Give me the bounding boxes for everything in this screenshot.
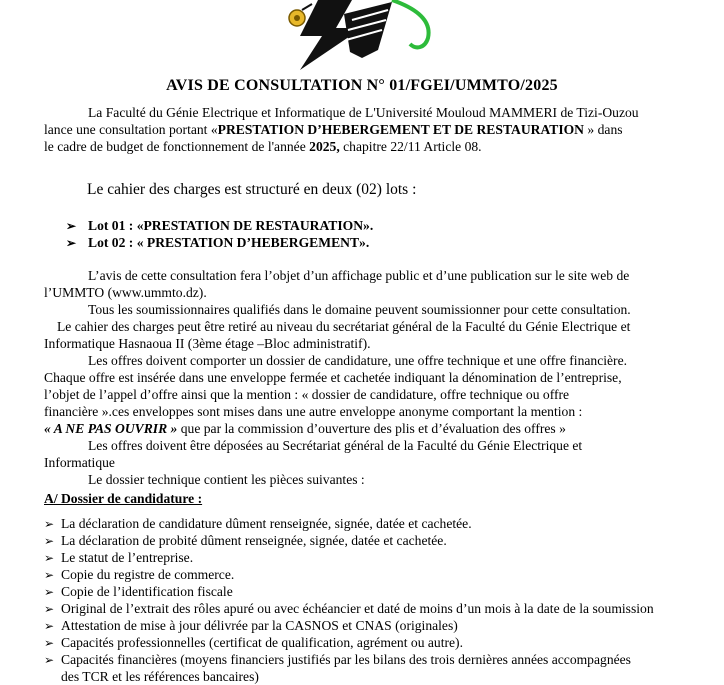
text-line: financière ».ces enveloppes sont mises dans une autre enveloppe anonyme comportant la mention : <box>44 404 583 419</box>
text-line: Chaque offre est insérée dans une enveloppe fermée et cachetée indiquant la dénomination de l’entreprise, <box>44 370 622 385</box>
list-item: ➢ Capacités financières (moyens financiers justifiés par les bilans des trois dernières années accompagnées <box>44 652 631 667</box>
check-bullet-icon: ➢ <box>44 568 55 582</box>
intro-paragraph <box>44 104 680 155</box>
text-line: Les offres doivent être déposées au Secrétariat général de la Faculté du Génie Electrique et <box>88 438 583 453</box>
lot-item: ➢ Lot 01 : «PRESTATION DE RESTAURATION». <box>66 218 374 233</box>
check-bullet-icon: ➢ <box>44 551 55 565</box>
text-line: L’avis de cette consultation fera l’objet d’un affichage public et d’une publication sur le site web de <box>88 268 630 283</box>
check-bullet-icon: ➢ <box>44 585 55 599</box>
body-text <box>44 267 680 488</box>
check-bullet-icon: ➢ <box>44 619 55 633</box>
list-item: ➢ Capacités professionnelles (certificat de qualification, agrément ou autre). <box>44 635 463 650</box>
text-line: Tous les soumissionnaires qualifiés dans le domaine peuvent soumissionner pour cette consultation. <box>88 302 631 317</box>
check-bullet-icon: ➢ <box>44 602 55 616</box>
page-title: AVIS DE CONSULTATION N° 01/FGEI/UMMTO/2025 <box>166 77 558 94</box>
text-line: l’objet de l’appel d’offre ainsi que la mention : « dossier de candidature, offre technique ou offre <box>44 387 570 402</box>
check-bullet-icon: ➢ <box>44 653 55 667</box>
text-line: Les offres doivent comporter un dossier de candidature, une offre technique et une offre financière. <box>88 353 628 368</box>
section-heading: A/ Dossier de candidature : <box>44 491 203 506</box>
text-line: Informatique Hasnaoua II (3ème étage –Bloc administratif). <box>44 336 371 351</box>
faculty-logo <box>0 0 724 75</box>
check-bullet-icon: ➢ <box>44 636 55 650</box>
list-item: des TCR et les références bancaires) <box>61 669 259 684</box>
check-bullet-icon: ➢ <box>44 534 55 548</box>
list-item: ➢ Attestation de mise à jour délivrée par la CASNOS et CNAS (originales) <box>44 618 458 633</box>
logo-green-swoosh <box>392 0 429 47</box>
list-item: ➢ Le statut de l’entreprise. <box>44 550 194 565</box>
check-bullet-icon: ➢ <box>44 517 55 531</box>
lots-intro: Le cahier des charges est structuré en deux (02) lots : <box>87 181 417 198</box>
arrow-bullet-icon: ➢ <box>66 236 77 250</box>
intro-line: lance une consultation portant «PRESTATION D’HEBERGEMENT ET DE RESTAURATION » dans <box>44 122 623 137</box>
text-line: « A NE PAS OUVRIR » que par la commission d’ouverture des plis et d’évaluation des offres » <box>44 421 566 436</box>
text-line: Informatique <box>44 455 115 470</box>
list-item: ➢ Copie du registre de commerce. <box>44 567 235 582</box>
list-item: ➢ La déclaration de probité dûment renseignée, signée, datée et cachetée. <box>44 533 447 548</box>
text-line: l’UMMTO (www.ummto.dz). <box>44 285 207 300</box>
arrow-bullet-icon: ➢ <box>66 219 77 233</box>
list-item: ➢ Original de l’extrait des rôles apuré ou avec échéancier et daté de moins d’un mois à la date de la soumission <box>44 601 654 616</box>
candidature-checklist <box>44 515 694 685</box>
intro-line: le cadre de budget de fonctionnement de l'année 2025, chapitre 22/11 Article 08. <box>44 139 482 154</box>
intro-line: La Faculté du Génie Electrique et Informatique de L'Université Mouloud MAMMERI de Tizi-Ouzou <box>88 105 639 120</box>
list-item: ➢ Copie de l’identification fiscale <box>44 584 233 599</box>
lot-item: ➢ Lot 02 : « PRESTATION D’HEBERGEMENT». <box>66 235 370 250</box>
list-item: ➢ La déclaration de candidature dûment renseignée, signée, datée et cachetée. <box>44 516 472 531</box>
text-line: Le cahier des charges peut être retiré au niveau du secrétariat général de la Faculté du Génie Electrique et <box>57 319 631 334</box>
text-line: Le dossier technique contient les pièces suivantes : <box>88 472 365 487</box>
